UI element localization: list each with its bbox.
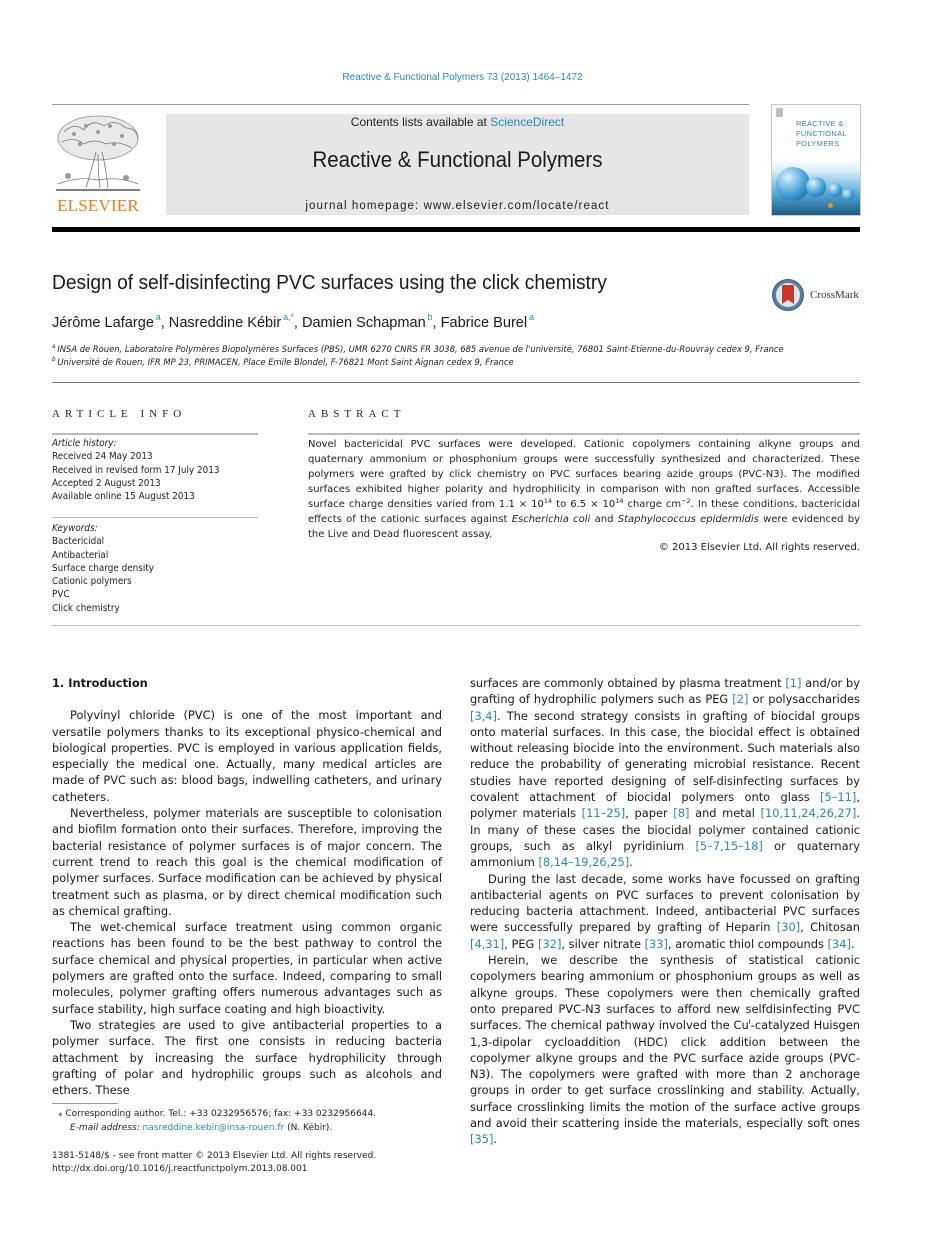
- text-segment: , Chitosan: [800, 920, 860, 935]
- citation-link[interactable]: [2]: [732, 692, 749, 707]
- species-name: Staphylococcus epidermidis: [617, 514, 759, 525]
- abstract-segment: . In these conditions, bactericidal effects of the cationic surfaces against: [308, 499, 860, 525]
- article-title: Design of self-disinfecting PVC surfaces using the click chemistry: [52, 272, 607, 294]
- cover-bubble: [828, 183, 842, 197]
- body-paragraph: The wet-chemical surface treatment using common organic reactions has been found to be the best pathway to control the surface chemical and physical properties, in particular when active polymers are grafted onto the surface. Indeed, comparing to small molecules, polymer grafting offers numerous advantages such as surface stability, high surface coating and high bioactivity.: [52, 920, 442, 1016]
- author-name[interactable]: Fabrice Burel: [440, 314, 528, 331]
- abstract-copyright: © 2013 Elsevier Ltd. All rights reserved.: [658, 542, 860, 553]
- citation-link[interactable]: [8]: [673, 806, 690, 821]
- journal-title: Reactive & Functional Polymers: [312, 147, 603, 172]
- author-list: [52, 312, 534, 331]
- abstract-segment: to 6.5 × 10: [552, 499, 616, 510]
- doi-link[interactable]: http://dx.doi.org/10.1016/j.reactfunctpolym.2013.08.001: [52, 1164, 308, 1174]
- history-item: Accepted 2 August 2013: [52, 477, 161, 489]
- author-affiliation-mark[interactable]: b: [427, 312, 433, 322]
- journal-banner: [166, 114, 749, 215]
- species-name: Escherichia coli: [511, 514, 591, 525]
- contents-prefix: Contents lists available at: [350, 115, 491, 129]
- crossmark-icon: [772, 279, 804, 311]
- author-affiliation-mark[interactable]: a: [529, 312, 534, 322]
- article-info-heading: ARTICLE INFO: [52, 408, 187, 420]
- text-segment: and/or by grafting of hydrophilic polymers such as PEG: [470, 676, 860, 707]
- keyword: Cationic polymers: [52, 576, 132, 588]
- text-segment: or quaternary ammonium: [470, 838, 860, 870]
- citation-link[interactable]: [30]: [776, 920, 801, 935]
- citation-link[interactable]: [35]: [470, 1132, 494, 1147]
- abstract-segment: Novel bactericidal PVC surfaces were developed. Cationic copolymers containing alkyne groups and quaternary ammonium or phosphonium groups were successfully synthesized and characterized. These polymers were grafted by click chemistry on PVC surfaces bearing azide groups (PVC-N3). The modified surfaces exhibited higher polarity and hydrophilicity in comparison with non grafted surfaces. Accessible surface charge densities varied from 1.1 × 10: [308, 439, 860, 510]
- abstract-rule: [308, 433, 860, 435]
- body-paragraph: Two strategies are used to give antibacterial properties to a polymer surface. The first one consists in reducing bacteria attachment by increasing the surface hydrophilicity through grafting of polar and hydrophilic groups such as alcohols and ethers. These: [52, 1017, 442, 1098]
- email-link[interactable]: nasreddine.kebir@insa-rouen.fr: [142, 1123, 285, 1133]
- history-item: Available online 15 August 2013: [52, 491, 195, 503]
- exponent: −2: [681, 497, 691, 505]
- citation-link[interactable]: [33]: [644, 936, 668, 951]
- affiliation-a: [52, 343, 784, 355]
- section-divider: [52, 382, 860, 383]
- section-heading: 1. Introduction: [52, 676, 148, 690]
- affiliation-text: Université de Rouen, IFR MP 23, PRIMACEN, Place Emile Blondel, F-76821 Mont Saint Aignan cedex 9, France: [57, 358, 514, 368]
- affiliation-text: INSA de Rouen, Laboratoire Polymères Biopolymères Surfaces (PBS), UMR 6270 CNRS FR 3038, 685 avenue de l'université, 76801 Saint-Etienne-du-Rouvray cedex 9, France: [57, 345, 784, 355]
- journal-homepage-link[interactable]: journal homepage: www.elsevier.com/locate/react: [305, 200, 610, 212]
- abstract-heading: ABSTRACT: [308, 408, 406, 420]
- abstract-segment: were evidenced by the Live and Dead fluorescent assay.: [308, 514, 861, 540]
- citation-link[interactable]: [10,11,24,26,27]: [760, 806, 857, 821]
- body-right-column: [470, 675, 860, 1148]
- text-segment: , aromatic thiol compounds: [667, 936, 828, 951]
- keywords-list: [52, 522, 258, 615]
- email-note: [70, 1121, 332, 1135]
- author-separator: ,: [293, 314, 302, 331]
- citation-link[interactable]: [1]: [785, 676, 802, 690]
- affiliation-mark: a: [52, 343, 56, 350]
- citation-link[interactable]: [8,14–19,26,25]: [538, 855, 630, 870]
- citation-link[interactable]: [4,31]: [470, 936, 505, 951]
- sciencedirect-link[interactable]: ScienceDirect: [490, 115, 565, 129]
- body-paragraph: [470, 675, 860, 871]
- front-matter-note: 1381-5148/$ - see front matter © 2013 Elsevier Ltd. All rights reserved.: [52, 1151, 377, 1161]
- author-affiliation-mark[interactable]: a,*: [283, 312, 294, 322]
- citation-link[interactable]: [3,4]: [470, 708, 498, 723]
- keyword: Surface charge density: [52, 562, 155, 574]
- author-affiliation-mark[interactable]: a: [155, 312, 161, 322]
- header-thick-rule: [52, 227, 860, 232]
- front-matter-end-rule: [52, 625, 860, 626]
- cover-bubble: [842, 189, 854, 201]
- text-segment: surfaces are commonly obtained by plasma treatment: [470, 676, 786, 690]
- history-label: Article history:: [52, 438, 117, 449]
- author-separator: ,: [432, 314, 441, 331]
- body-left-column: [52, 675, 442, 1098]
- text-segment: During the last decade, some works have focussed on grafting antibacterial agents on PVC surfaces to prevent colonisation by reducing bacteria attachment. Indeed, antibacterial PVC surfaces were successfully prepared by grafting of Heparin: [470, 871, 860, 935]
- cover-accent-dot: [828, 203, 833, 208]
- text-segment: -catalyzed Huisgen 1,3-dipolar cycloaddition (HDC) click addition between the copolymer alkyne groups and the PVC surface azide groups (PVC-N3). The copolymers were grafted with more than 2 anchorage groups in order to get surface crosslinking and stability. Actually, surface crosslinking limits the motion of the surface active groups and avoid their scattering inside the materials, especially soft ones: [470, 1018, 860, 1131]
- affiliation-mark: b: [52, 356, 56, 363]
- keyword: PVC: [52, 589, 70, 601]
- keywords-rule: [52, 517, 258, 518]
- text-segment: .: [493, 1132, 498, 1147]
- exponent: 14: [543, 497, 553, 505]
- text-segment: .: [629, 855, 633, 870]
- footnote-rule: [52, 1103, 118, 1104]
- abstract-text: [308, 437, 860, 542]
- corresponding-author-note: ⁎ Corresponding author. Tel.: +33 0232956576; fax: +33 0232956644.: [58, 1109, 377, 1119]
- text-segment: .: [850, 936, 855, 951]
- cover-publisher-icon: [776, 108, 783, 117]
- abstract-segment: charge cm: [623, 499, 682, 510]
- text-segment: . The second strategy consists in grafting of biocidal groups onto material surfaces. In this case, the biocidal effect is obtained without releasing biocide into the environment. Such materials also reduce the probability of generating microbial resistance. Recent studies have reported designing of self-disinfecting surfaces by covalent attachment of biocidal polymers onto glass: [470, 708, 860, 805]
- keyword: Antibacterial: [52, 549, 109, 561]
- text-segment: , polymer materials: [470, 790, 860, 821]
- article-history: [52, 437, 258, 503]
- email-suffix: (N. Kébir).: [284, 1123, 333, 1133]
- crossmark-label: CrossMark: [810, 289, 859, 301]
- journal-cover-thumbnail[interactable]: [771, 104, 861, 216]
- text-segment: Herein, we describe the synthesis of statistical cationic copolymers bearing ammonium or phosphonium groups as well as alkyne groups. These copolymers were then chemically grafted onto prepared PVC-N3 surfaces to afford new selfdisinfecting PVC surfaces. The chemical pathway involved the Cu: [470, 953, 860, 1033]
- keywords-label: Keywords:: [52, 523, 98, 534]
- citation-link[interactable]: [5–7,15–18]: [695, 838, 763, 853]
- body-paragraph: [470, 952, 860, 1148]
- keyword: Bactericidal: [52, 536, 105, 548]
- cover-title-line: FUNCTIONAL: [796, 129, 847, 138]
- article-info-rule: [52, 433, 258, 435]
- history-item: Received 24 May 2013: [52, 451, 153, 463]
- abstract-segment: and: [590, 514, 618, 525]
- elsevier-tree-icon: [52, 112, 144, 196]
- elsevier-logo[interactable]: [52, 112, 144, 216]
- cover-title-line: POLYMERS: [796, 139, 840, 148]
- author-name[interactable]: Jérôme Lafarge: [52, 314, 154, 331]
- journal-citation-link[interactable]: Reactive & Functional Polymers 73 (2013) 1464–1472: [342, 72, 583, 83]
- text-segment: and metal: [689, 806, 761, 821]
- cover-bubble: [776, 167, 810, 201]
- cover-bubble: [806, 177, 826, 197]
- text-segment: , PEG: [504, 936, 539, 951]
- body-paragraph: Polyvinyl chloride (PVC) is one of the most important and versatile polymers thanks to its exceptional physico-chemical and biological properties. PVC is employed in various application fields, especially the medical one. Actually, many medical articles are made of PVC such as: blood bags, indwelling catheters, and urinary catheters.: [52, 708, 442, 804]
- elsevier-wordmark: ELSEVIER: [57, 196, 139, 215]
- cover-title: [796, 119, 847, 149]
- history-item: Received in revised form 17 July 2013: [52, 464, 220, 476]
- header-divider: [52, 104, 749, 105]
- author-name[interactable]: Nasreddine Kébir: [168, 314, 282, 331]
- crossmark-button[interactable]: [772, 279, 859, 311]
- citation-link[interactable]: [11–25]: [581, 806, 626, 821]
- email-label: E-mail address:: [70, 1123, 143, 1133]
- body-paragraph: [470, 871, 860, 952]
- citation-link[interactable]: [34]: [827, 936, 851, 951]
- author-name[interactable]: Damien Schapman: [301, 314, 426, 331]
- superscript: I: [748, 1018, 751, 1027]
- cover-title-line: REACTIVE &: [796, 119, 844, 128]
- text-segment: or polysaccharides: [748, 692, 860, 707]
- body-paragraph: Nevertheless, polymer materials are susceptible to colonisation and biofilm formation onto their surfaces. Therefore, improving the bacterial resistance of polymer surfaces is of major concern. The current trend to reach this goal is the chemical modification of polymer surfaces. Surface modification can be achieved by physical treatment such as plasma, or by direct chemical modification such as chemical grafting.: [52, 806, 442, 918]
- citation-link[interactable]: [32]: [538, 936, 562, 951]
- citation-link[interactable]: [5–11]: [820, 790, 857, 805]
- keyword: Click chemistry: [52, 602, 120, 614]
- author-separator: ,: [160, 314, 169, 331]
- exponent: 14: [615, 497, 624, 505]
- text-segment: , silver nitrate: [561, 936, 645, 951]
- text-segment: . In many of these cases the biocidal polymer contained cationic groups, such as alkyl pyridinium: [470, 806, 860, 853]
- text-segment: , paper: [625, 806, 674, 821]
- affiliation-b: [52, 356, 514, 368]
- contents-line: [166, 115, 749, 129]
